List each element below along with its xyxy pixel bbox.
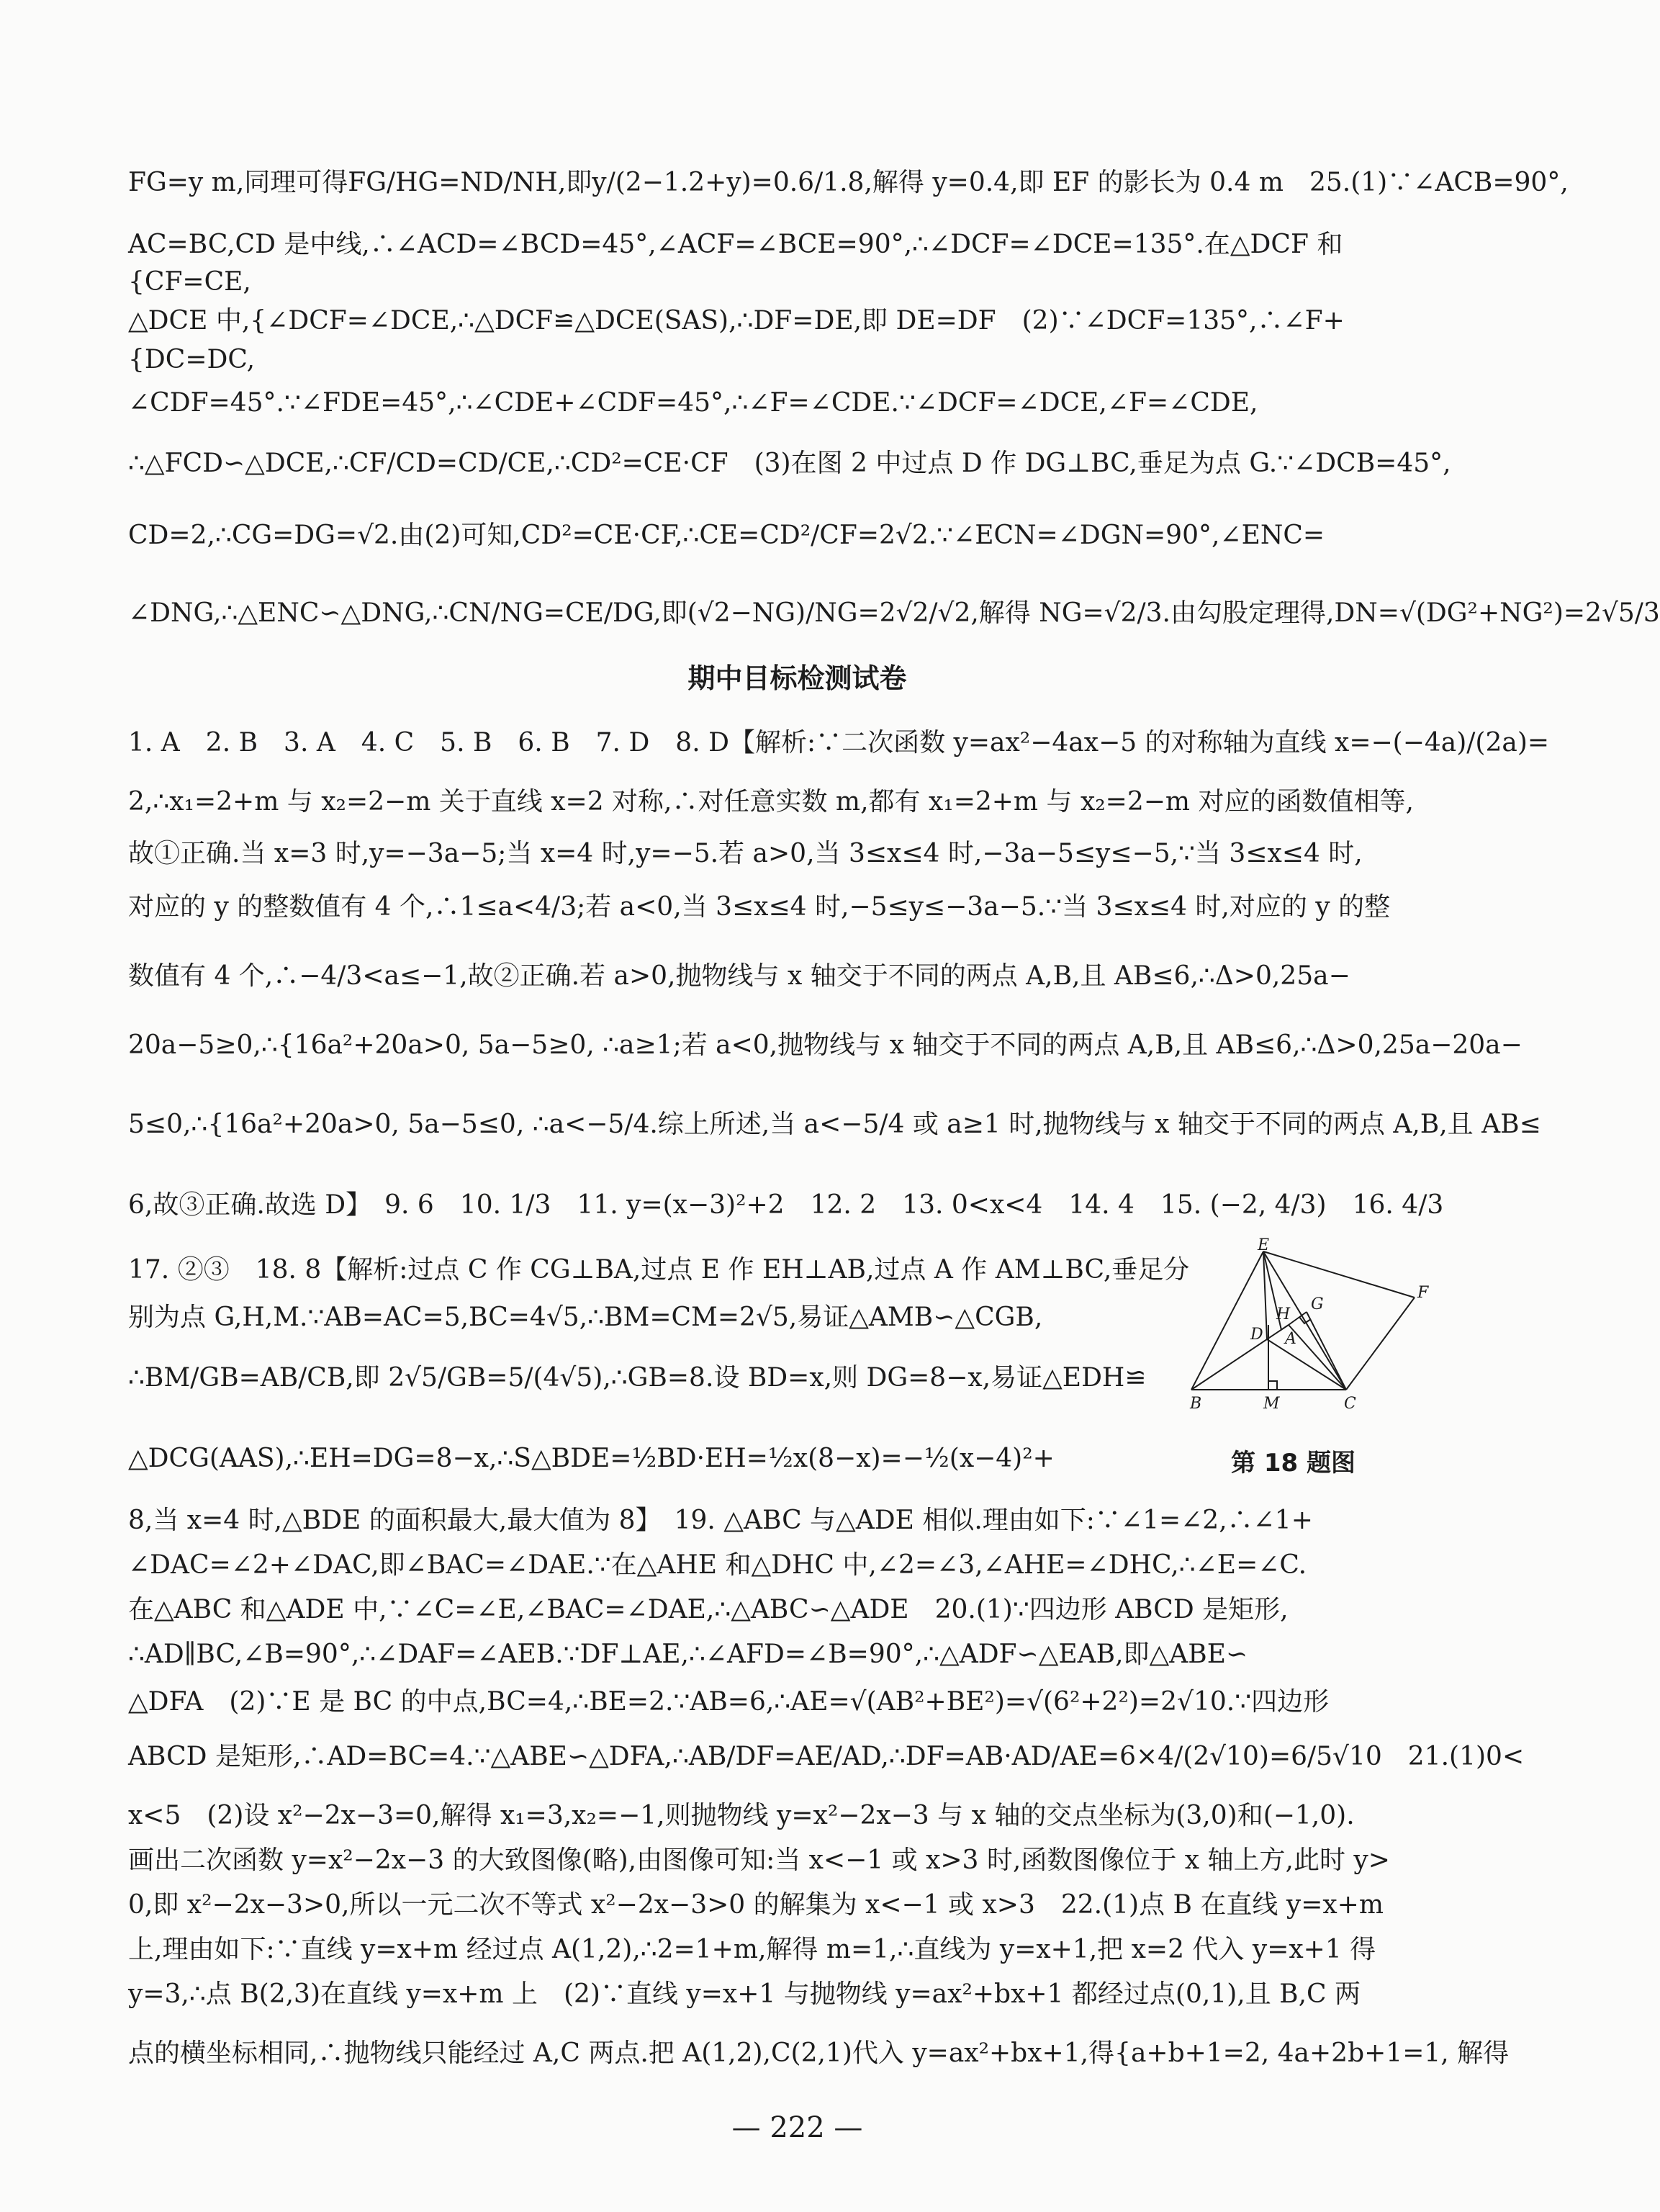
text-line: 1. A 2. B 3. A 4. C 5. B 6. B 7. D 8. D【解析:∵二次函数 y=ax²−4ax−5 的对称轴为直线 x=−(−4a)/(2a)=	[128, 728, 1550, 757]
label-e: E	[1258, 1236, 1270, 1254]
figure-caption: 第 18 题图	[1231, 1449, 1355, 1478]
label-f: F	[1417, 1284, 1429, 1302]
geometry-figure-18	[1190, 1236, 1429, 1462]
segment-fc	[1346, 1298, 1415, 1390]
text-line: 0,即 x²−2x−3>0,所以一元二次不等式 x²−2x−3>0 的解集为 x<−1 或 x>3 22.(1)点 B 在直线 y=x+m	[128, 1890, 1384, 1920]
text-line: 对应的 y 的整数值有 4 个,∴1≤a<4/3;若 a<0,当 3≤x≤4 时,−5≤y≤−3a−5.∵当 3≤x≤4 时,对应的 y 的整	[128, 892, 1391, 922]
text-line: AC=BC,CD 是中线,∴∠ACD=∠BCD=45°,∠ACF=∠BCE=90°,∴∠DCF=∠DCE=135°.在△DCF 和	[128, 230, 1343, 259]
text-line: 在△ABC 和△ADE 中,∵∠C=∠E,∠BAC=∠DAE,∴△ABC∽△ADE 20.(1)∵四边形 ABCD 是矩形,	[128, 1595, 1289, 1624]
segment-ba	[1191, 1325, 1289, 1390]
label-a: A	[1285, 1330, 1296, 1348]
text-line: 17. ②③ 18. 8【解析:过点 C 作 CG⊥BA,过点 E 作 EH⊥AB,过点 A 作 AM⊥BC,垂足分	[128, 1255, 1190, 1285]
text-line: 5≤0,∴{16a²+20a>0, 5a−5≤0, ∴a<−5/4.综上所述,当 a<−5/4 或 a≥1 时,抛物线与 x 轴交于不同的两点 A,B,且 AB≤	[128, 1110, 1541, 1139]
label-d: D	[1250, 1326, 1263, 1344]
text-line: 数值有 4 个,∴−4/3<a≤−1,故②正确.若 a>0,抛物线与 x 轴交于不同的两点 A,B,且 AB≤6,∴Δ>0,25a−	[128, 961, 1350, 991]
segment-be	[1191, 1251, 1263, 1390]
label-b: B	[1190, 1395, 1202, 1413]
text-line: x<5 (2)设 x²−2x−3=0,解得 x₁=3,x₂=−1,则抛物线 y=x²−2x−3 与 x 轴的交点坐标为(3,0)和(−1,0).	[128, 1801, 1355, 1830]
text-line: ABCD 是矩形,∴AD=BC=4.∵△ABE∽△DFA,∴AB/DF=AE/AD,∴DF=AB·AD/AE=6×4/(2√10)=6/5√10 21.(1)0<	[128, 1742, 1525, 1771]
label-m: M	[1263, 1395, 1280, 1413]
text-line: 2,∴x₁=2+m 与 x₂=2−m 关于直线 x=2 对称,∴对任意实数 m,都有 x₁=2+m 与 x₂=2−m 对应的函数值相等,	[128, 787, 1414, 817]
text-line: 20a−5≥0,∴{16a²+20a>0, 5a−5≥0, ∴a≥1;若 a<0,抛物线与 x 轴交于不同的两点 A,B,且 AB≤6,∴Δ>0,25a−20a−	[128, 1030, 1523, 1060]
text-line: {CF=CE,	[128, 267, 251, 297]
text-line: ∠DAC=∠2+∠DAC,即∠BAC=∠DAE.∵在△AHE 和△DHC 中,∠2=∠3,∠AHE=∠DHC,∴∠E=∠C.	[128, 1550, 1307, 1580]
text-line: 6,故③正确.故选 D】 9. 6 10. 1/3 11. y=(x−3)²+2 12. 2 13. 0<x<4 14. 4 15. (−2, 4/3) 16. 4/3	[128, 1190, 1444, 1220]
page-number: — 222 —	[731, 2111, 863, 2144]
text-line: 别为点 G,H,M.∵AB=AC=5,BC=4√5,∴BM=CM=2√5,易证△AMB∽△CGB,	[128, 1303, 1043, 1332]
text-line: 8,当 x=4 时,△BDE 的面积最大,最大值为 8】 19. △ABC 与△ADE 相似.理由如下:∵∠1=∠2,∴∠1+	[128, 1506, 1313, 1535]
text-line: ∠DNG,∴△ENC∽△DNG,∴CN/NG=CE/DG,即(√2−NG)/NG=2√2/√2,解得 NG=√2/3.由勾股定理得,DN=√(DG²+NG²)=2√5/3	[128, 598, 1660, 628]
text-line: △DCE 中,{∠DCF=∠DCE,∴△DCF≌△DCE(SAS),∴DF=DE,即 DE=DF (2)∵∠DCF=135°,∴∠F+	[128, 306, 1345, 336]
text-line: ∴AD∥BC,∠B=90°,∴∠DAF=∠AEB.∵DF⊥AE,∴∠AFD=∠B=90°,∴△ADF∽△EAB,即△ABE∽	[128, 1640, 1248, 1669]
label-h: H	[1276, 1305, 1291, 1323]
right-angle-mark-m	[1268, 1381, 1277, 1390]
text-line: △DCG(AAS),∴EH=DG=8−x,∴S△BDE=½BD·EH=½x(8−x)=−½(x−4)²+	[128, 1444, 1055, 1473]
text-line: CD=2,∴CG=DG=√2.由(2)可知,CD²=CE·CF,∴CE=CD²/CF=2√2.∵∠ECN=∠DGN=90°,∠ENC=	[128, 521, 1325, 550]
text-line: 故①正确.当 x=3 时,y=−3a−5;当 x=4 时,y=−5.若 a>0,当 3≤x≤4 时,−3a−5≤y≤−5,∵当 3≤x≤4 时,	[128, 839, 1363, 868]
text-line: 点的横坐标相同,∴抛物线只能经过 A,C 两点.把 A(1,2),C(2,1)代入 y=ax²+bx+1,得{a+b+1=2, 4a+2b+1=1, 解得	[128, 2038, 1510, 2068]
text-line: ∴△FCD∽△DCE,∴CF/CD=CD/CE,∴CD²=CE·CF (3)在图 2 中过点 D 作 DG⊥BC,垂足为点 G.∵∠DCB=45°,	[128, 449, 1451, 478]
label-g: G	[1311, 1295, 1324, 1313]
figure-drawing	[1190, 1236, 1429, 1413]
text-line: 画出二次函数 y=x²−2x−3 的大致图像(略),由图像可知:当 x<−1 或 x>3 时,函数图像位于 x 轴上方,此时 y>	[128, 1845, 1390, 1875]
text-line: {DC=DC,	[128, 345, 256, 374]
segment-dc	[1267, 1339, 1346, 1390]
text-line: FG=y m,同理可得FG/HG=ND/NH,即y/(2−1.2+y)=0.6/1.8,解得 y=0.4,即 EF 的影长为 0.4 m 25.(1)∵∠ACB=90°,	[128, 168, 1569, 197]
label-c: C	[1344, 1395, 1356, 1413]
section-heading: 期中目标检测试卷	[687, 662, 907, 694]
text-line: 上,理由如下:∵直线 y=x+m 经过点 A(1,2),∴2=1+m,解得 m=1,∴直线为 y=x+1,把 x=2 代入 y=x+1 得	[128, 1935, 1376, 1964]
text-line: y=3,∴点 B(2,3)在直线 y=x+m 上 (2)∵直线 y=x+1 与抛物线 y=ax²+bx+1 都经过点(0,1),且 B,C 两	[128, 1979, 1361, 2009]
text-line: △DFA (2)∵E 是 BC 的中点,BC=4,∴BE=2.∵AB=6,∴AE=√(AB²+BE²)=√(6²+2²)=2√10.∵四边形	[128, 1687, 1330, 1717]
text-line: ∠CDF=45°.∵∠FDE=45°,∴∠CDE+∠CDF=45°,∴∠F=∠CDE.∵∠DCF=∠DCE,∠F=∠CDE,	[128, 388, 1258, 418]
text-line: ∴BM/GB=AB/CB,即 2√5/GB=5/(4√5),∴GB=8.设 BD=x,则 DG=8−x,易证△EDH≌	[128, 1363, 1147, 1393]
